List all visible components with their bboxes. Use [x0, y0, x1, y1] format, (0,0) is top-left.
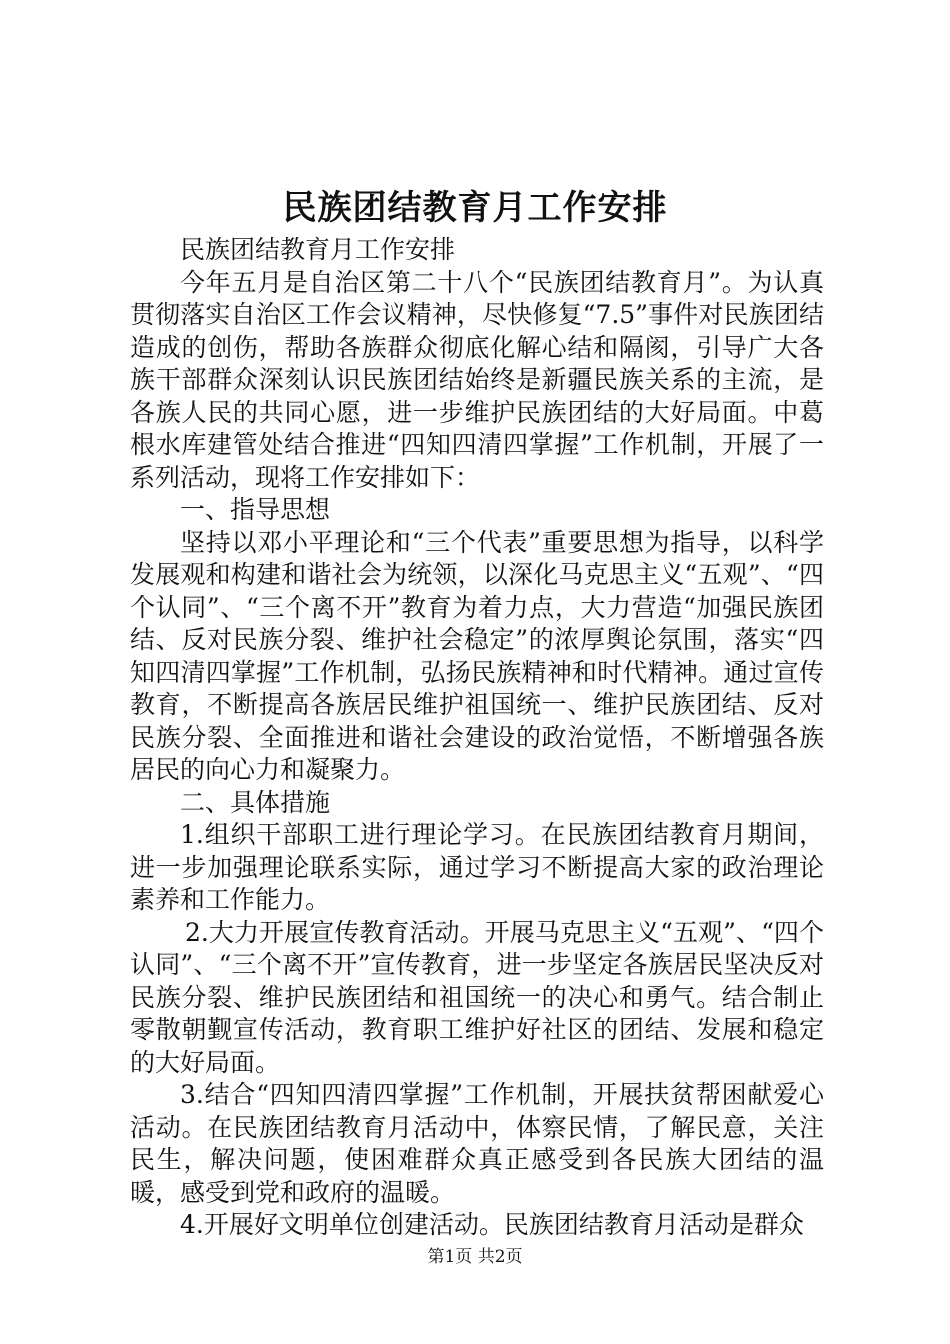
paragraph-guiding-ideology: 坚持以邓小平理论和“三个代表”重要思想为指导，以科学发展观和构建和谐社会为统领，以深化马克思主义“五观”、“四个认同”、“三个离不开”教育为着力点，大力营造“加强民族团结、反对民族分裂、维护社会稳定”的浓厚舆论氛围，落实“四知四清四掌握”工作机制，弘扬民族精神和时代精神。通过宣传教育，不断提高各族居民维护祖国统一、维护民族团结、反对民族分裂、全面推进和谐社会建设的政治觉悟，不断增强各族居民的向心力和凝聚力。: [130, 527, 824, 784]
paragraph-measure-4: 4.开展好文明单位创建活动。民族团结教育月活动是群众: [180, 1210, 804, 1239]
section-heading-measures: 二、具体措施: [180, 787, 331, 817]
paragraph-heading-repeat: 民族团结教育月工作安排: [180, 235, 456, 264]
section-heading-guiding-ideology: 一、指导思想: [180, 495, 331, 524]
paragraph-measure-1: 1.组织干部职工进行理论学习。在民族团结教育月期间，进一步加强理论联系实际，通过学习不断提高大家的政治理论素养和工作能力。: [130, 820, 824, 914]
document-title: 民族团结教育月工作安排: [282, 188, 668, 228]
paragraph-measure-3: 3.结合“四知四清四掌握”工作机制，开展扶贫帮困献爱心活动。在民族团结教育月活动中，体察民情，了解民意，关注民生，解决问题，使困难群众真正感受到各民族大团结的温暖，感受到党和政府的温暖。: [130, 1080, 824, 1207]
paragraph-intro: 今年五月是自治区第二十八个“民族团结教育月”。为认真贯彻落实自治区工作会议精神，尽快修复“7.5”事件对民族团结造成的创伤，帮助各族群众彻底化解心结和隔阂，引导广大各族干部群众深刻认识民族团结始终是新疆民族关系的主流，是各族人民的共同心愿，进一步维护民族团结的大好局面。中葛根水库建管处结合推进“四知四清四掌握”工作机制，开展了一系列活动，现将工作安排如下：: [130, 267, 824, 492]
paragraph-measure-2: 2.大力开展宣传教育活动。开展马克思主义“五观”、“四个认同”、“三个离不开”宣传教育，进一步坚定各族居民坚决反对民族分裂、维护民族团结和祖国统一的决心和勇气。结合制止零散朝觐宣传活动，教育职工维护好社区的团结、发展和稳定的大好局面。: [130, 917, 824, 1077]
document-body: [130, 234, 824, 1242]
page-footer: 第1页 共2页: [427, 1247, 523, 1267]
